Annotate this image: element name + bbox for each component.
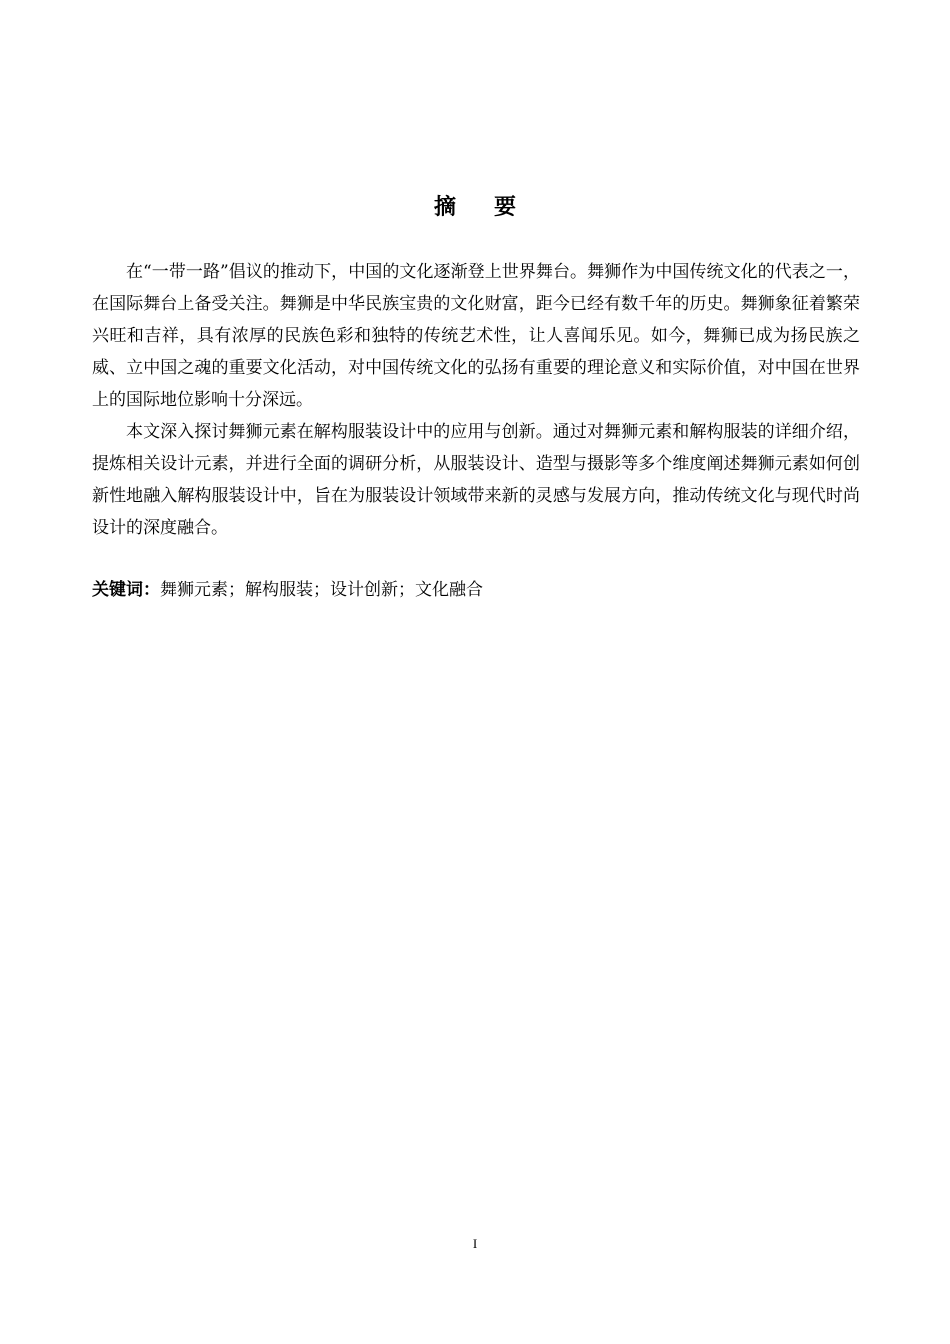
abstract-title: 摘要 bbox=[433, 195, 554, 220]
page-number: I bbox=[472, 1236, 478, 1251]
keywords-text: 舞狮元素；解构服装；设计创新；文化融合 bbox=[160, 580, 483, 600]
keywords-label: 关键词： bbox=[92, 580, 160, 600]
keywords-line bbox=[92, 574, 860, 606]
abstract-paragraph-2: 本文深入探讨舞狮元素在解构服装设计中的应用与创新。通过对舞狮元素和解构服装的详细介绍，提炼相关设计元素，并进行全面的调研分析，从服装设计、造型与摄影等多个维度阐述舞狮元素如何创新性地融入解构服装设计中，旨在为服装设计领域带来新的灵感与发展方向，推动传统文化与现代时尚设计的深度融合。 bbox=[92, 422, 860, 538]
abstract-paragraph-1: 在“一带一路”倡议的推动下，中国的文化逐渐登上世界舞台。舞狮作为中国传统文化的代表之一，在国际舞台上备受关注。舞狮是中华民族宝贵的文化财富，距今已经有数千年的历史。舞狮象征着繁荣兴旺和吉祥，具有浓厚的民族色彩和独特的传统艺术性，让人喜闻乐见。如今，舞狮已成为扬民族之威、立中国之魂的重要文化活动，对中国传统文化的弘扬有重要的理论意义和实际价值，对中国在世界上的国际地位影响十分深远。 bbox=[92, 262, 860, 410]
abstract-body bbox=[92, 256, 860, 544]
